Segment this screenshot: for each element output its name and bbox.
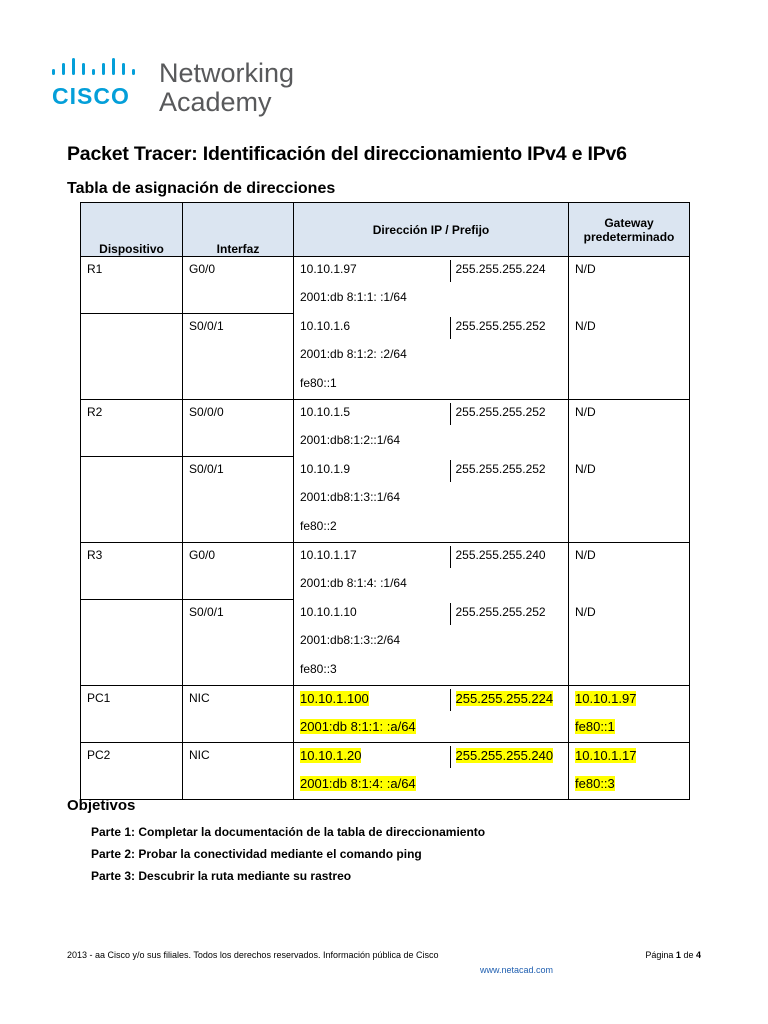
cell-gateway: N/D	[569, 542, 690, 571]
cell-device	[81, 285, 183, 314]
cell-ip	[294, 685, 450, 714]
cell-gateway: N/D	[569, 399, 690, 428]
cell-mask	[450, 743, 569, 772]
cell-device	[81, 371, 183, 400]
cisco-wordmark: CISCO	[52, 83, 130, 109]
cell-ip: 2001:db 8:1:4: :1/64	[294, 571, 569, 600]
table-row	[81, 314, 690, 343]
cell-interface: S0/0/1	[183, 600, 294, 629]
cell-ip: 2001:db8:1:2::1/64	[294, 428, 569, 457]
cell-ip: 2001:db8:1:3::1/64	[294, 485, 569, 514]
cisco-networking-academy-logo	[52, 58, 312, 118]
objective-part-3: Parte 3: Descubrir la ruta mediante su rastreo	[91, 869, 352, 883]
cell-interface	[183, 285, 294, 314]
table-row	[81, 428, 690, 457]
cell-ip	[294, 714, 569, 743]
cell-ip: 10.10.1.9	[294, 457, 450, 486]
cell-device	[81, 771, 183, 800]
cell-gateway: N/D	[569, 257, 690, 286]
table-header-row	[81, 203, 690, 257]
cell-gateway	[569, 285, 690, 314]
cell-ip: fe80::1	[294, 371, 569, 400]
cell-ip: fe80::3	[294, 657, 569, 686]
page-label: Página	[645, 950, 674, 960]
cell-ip: 10.10.1.97	[294, 257, 450, 286]
cell-mask-highlight: 255.255.255.240	[455, 748, 554, 764]
objectives-list	[91, 821, 485, 887]
table-row	[81, 514, 690, 543]
cell-interface: G0/0	[183, 257, 294, 286]
cell-gateway	[569, 371, 690, 400]
header-gateway: Gateway predeterminado	[569, 203, 690, 257]
cell-interface	[183, 628, 294, 657]
objective-part-1: Parte 1: Completar la documentación de la tabla de direccionamiento	[91, 825, 486, 839]
cell-device	[81, 628, 183, 657]
cell-gateway	[569, 571, 690, 600]
table-row	[81, 743, 690, 772]
cell-mask	[450, 685, 569, 714]
cell-interface: S0/0/1	[183, 314, 294, 343]
cell-ip-highlight: 2001:db 8:1:4: :a/64	[300, 776, 416, 792]
logo-academy-text: Academy	[159, 87, 272, 117]
cell-interface: S0/0/0	[183, 399, 294, 428]
cell-device	[81, 457, 183, 486]
cell-interface	[183, 514, 294, 543]
objectives-heading: Objetivos	[67, 797, 136, 814]
cell-device	[81, 314, 183, 343]
cell-gateway-highlight: 10.10.1.97	[575, 690, 637, 706]
cell-gateway: N/D	[569, 600, 690, 629]
addressing-table	[80, 202, 690, 800]
cell-gateway	[569, 628, 690, 657]
copyright-text: 2013 - aa Cisco y/o sus filiales. Todos los derechos reservados. Información pública de Cisco	[67, 950, 439, 960]
cell-interface	[183, 485, 294, 514]
cell-device	[81, 600, 183, 629]
cell-gateway: N/D	[569, 457, 690, 486]
cell-gateway	[569, 771, 690, 800]
cisco-bars-icon	[52, 58, 152, 82]
table-title: Tabla de asignación de direcciones	[67, 180, 336, 197]
table-row	[81, 485, 690, 514]
cell-gateway	[569, 342, 690, 371]
table-row	[81, 457, 690, 486]
cell-gateway-highlight: 10.10.1.17	[575, 748, 637, 764]
cell-gateway	[569, 428, 690, 457]
cell-ip: fe80::2	[294, 514, 569, 543]
table-row	[81, 342, 690, 371]
cell-interface	[183, 342, 294, 371]
cell-ip	[294, 743, 450, 772]
table-row	[81, 571, 690, 600]
cell-mask: 255.255.255.252	[450, 457, 569, 486]
header-ip-prefix: Dirección IP / Prefijo	[294, 203, 569, 257]
cell-mask: 255.255.255.224	[450, 257, 569, 286]
table-row	[81, 628, 690, 657]
table-row	[81, 685, 690, 714]
table-row	[81, 399, 690, 428]
cell-ip: 10.10.1.6	[294, 314, 450, 343]
objective-part-2: Parte 2: Probar la conectividad mediante el comando ping	[91, 847, 422, 861]
page-sep: de	[683, 950, 694, 960]
cell-interface	[183, 714, 294, 743]
table-row	[81, 542, 690, 571]
table-row	[81, 600, 690, 629]
cell-ip: 10.10.1.10	[294, 600, 450, 629]
cell-device: R3	[81, 542, 183, 571]
table-row	[81, 657, 690, 686]
cell-gateway-highlight: fe80::1	[575, 719, 615, 734]
cell-gateway	[569, 657, 690, 686]
cell-interface: NIC	[183, 685, 294, 714]
cell-device: R2	[81, 399, 183, 428]
cell-gateway	[569, 685, 690, 714]
page-total: 4	[695, 950, 701, 960]
table-row	[81, 771, 690, 800]
cell-interface	[183, 571, 294, 600]
page-title: Packet Tracer: Identificación del direccionamiento IPv4 e IPv6	[67, 143, 627, 165]
cell-interface	[183, 657, 294, 686]
cell-mask: 255.255.255.252	[450, 399, 569, 428]
cell-ip-highlight: 10.10.1.20	[300, 748, 362, 764]
cell-ip-highlight: 2001:db 8:1:1: :a/64	[300, 719, 416, 734]
cell-ip: 10.10.1.5	[294, 399, 450, 428]
cell-gateway	[569, 514, 690, 543]
cell-ip	[294, 771, 569, 800]
cell-device	[81, 657, 183, 686]
cell-ip: 10.10.1.17	[294, 542, 450, 571]
netacad-link[interactable]: www.netacad.com	[480, 965, 554, 975]
cell-device	[81, 514, 183, 543]
table-row	[81, 371, 690, 400]
cell-interface	[183, 371, 294, 400]
header-interface: Interfaz	[183, 203, 294, 257]
cell-ip: 2001:db8:1:3::2/64	[294, 628, 569, 657]
cell-mask-highlight: 255.255.255.224	[455, 690, 554, 706]
cell-gateway	[569, 714, 690, 743]
page-number	[645, 950, 701, 960]
cell-interface: NIC	[183, 743, 294, 772]
table-row	[81, 257, 690, 286]
cell-device	[81, 571, 183, 600]
table-row	[81, 285, 690, 314]
cell-gateway	[569, 743, 690, 772]
cell-ip-highlight: 10.10.1.100	[300, 690, 369, 706]
cell-gateway-highlight: fe80::3	[575, 776, 615, 792]
cell-mask: 255.255.255.240	[450, 542, 569, 571]
cell-gateway: N/D	[569, 314, 690, 343]
cell-device: R1	[81, 257, 183, 286]
cell-device: PC1	[81, 685, 183, 714]
cell-gateway	[569, 485, 690, 514]
cell-mask: 255.255.255.252	[450, 314, 569, 343]
cell-ip: 2001:db 8:1:1: :1/64	[294, 285, 569, 314]
cell-device	[81, 714, 183, 743]
cell-ip: 2001:db 8:1:2: :2/64	[294, 342, 569, 371]
page-current: 1	[675, 950, 681, 960]
cell-interface: S0/0/1	[183, 457, 294, 486]
cell-device	[81, 428, 183, 457]
cell-interface	[183, 771, 294, 800]
cell-device: PC2	[81, 743, 183, 772]
cell-interface: G0/0	[183, 542, 294, 571]
header-device: Dispositivo	[81, 203, 183, 257]
cell-mask: 255.255.255.252	[450, 600, 569, 629]
logo-networking-text: Networking	[159, 58, 295, 88]
table-row	[81, 714, 690, 743]
cell-interface	[183, 428, 294, 457]
cell-device	[81, 485, 183, 514]
cell-device	[81, 342, 183, 371]
